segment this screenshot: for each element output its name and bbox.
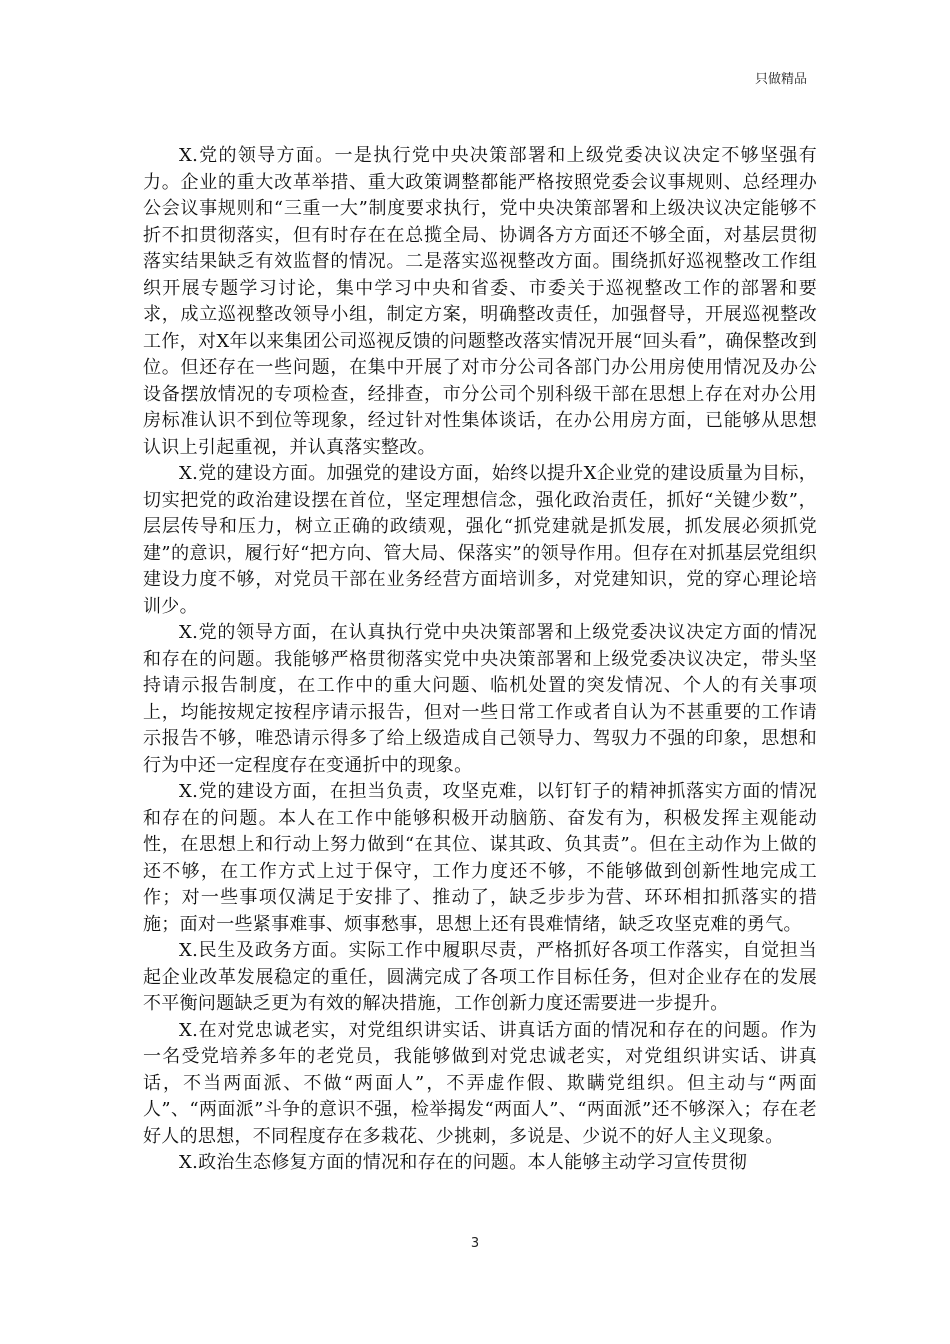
paragraph-responsibility: X.党的建设方面，在担当负责，攻坚克难，以钉钉子的精神抓落实方面的情况和存在的问题。本人在工作中能够积极开动脑筋、奋发有为，积极发挥主观能动性，在思想上和行动上努力做到“在其位、谋其政、负其责”。但在主动作为上做的还不够，在工作方式上过于保守，工作力度还不够，不能够做到创新性地完成工作；对一些事项仅满足于安排了、推动了，缺乏步步为营、环环相扣抓落实的措施；面对一些紧事难事、烦事愁事，思想上还有畏难情绪，缺乏攻坚克难的勇气。 [143,781,817,935]
paragraph-loyalty: X.在对党忠诚老实，对党组织讲实话、讲真话方面的情况和存在的问题。作为一名受党培养多年的老党员，我能够做到对党忠诚老实，对党组织讲实话、讲真话，不当两面派、不做“两面人”，不弄虚作假、欺瞒党组织。但主动与“两面人”、“两面派”斗争的意识不强，检举揭发“两面人”、“两面派”还不够深入；存在老好人的思想，不同程度存在多栽花、少挑刺，多说是、少说不的好人主义现象。 [143,1019,817,1147]
page-number: 3 [470,1236,480,1251]
paragraph-livelihood-affairs: X.民生及政务方面。实际工作中履职尽责，严格抓好各项工作落实，自觉担当起企业改革发展稳定的重任，圆满完成了各项工作目标任务，但对企业存在的发展不平衡问题缺乏更为有效的解决措施，工作创新力度还需要进一步提升。 [143,940,817,1014]
page-header: 只做精品 [754,72,807,87]
document-body [143,143,817,1177]
paragraph-party-building: X.党的建设方面。加强党的建设方面，始终以提升X企业党的建设质量为目标，切实把党的政治建设摆在首位，坚定理想信念，强化政治责任，抓好“关键少数”，层层传导和压力，树立正确的政绩观，强化“抓党建就是抓发展，抓发展必须抓党建”的意识，履行好“把方向、管大局、保落实”的领导作用。但存在对抓基层党组织建设力度不够，对党员干部在业务经营方面培训多，对党建知识，党的穿心理论培训少。 [143,463,817,617]
paragraph-party-leadership: X.党的领导方面。一是执行党中央决策部署和上级党委决议决定不够坚强有力。企业的重大改革举措、重大政策调整都能严格按照党委会议事规则、总经理办公会议事规则和“三重一大”制度要求执行，党中央决策部署和上级决议决定能够不折不扣贯彻落实，但有时存在在总揽全局、协调各方方面还不够全面，对基层贯彻落实结果缺乏有效监督的情况。二是落实巡视整改方面。围绕抓好巡视整改工作组织开展专题学习讨论，集中学习中央和省委、市委关于巡视整改工作的部署和要求，成立巡视整改领导小组，制定方案，明确整改责任，加强督导，开展巡视整改工作，对X年以来集团公司巡视反馈的问题整改落实情况开展“回头看”，确保整改到位。但还存在一些问题，在集中开展了对市分公司各部门办公用房使用情况及办公设备摆放情况的专项检查，经排查，市分公司个别科级干部在思想上存在对办公用房标准认识不到位等现象，经过针对性集体谈话，在办公用房方面，已能够从思想认识上引起重视，并认真落实整改。 [143,145,817,458]
paragraph-decision-execution: X.党的领导方面，在认真执行党中央决策部署和上级党委决议决定方面的情况和存在的问题。我能够严格贯彻落实党中央决策部署和上级党委决议决定，带头坚持请示报告制度，在工作中的重大问题、临机处置的突发情况、个人的有关事项上，均能按规定按程序请示报告，但对一些日常工作或者自认为不甚重要的工作请示报告不够，唯恐请示得多了给上级造成自己领导力、驾驭力不强的印象，思想和行为中还一定程度存在变通折中的现象。 [143,622,817,776]
paragraph-political-ecology: X.政治生态修复方面的情况和存在的问题。本人能够主动学习宣传贯彻 [179,1152,748,1173]
